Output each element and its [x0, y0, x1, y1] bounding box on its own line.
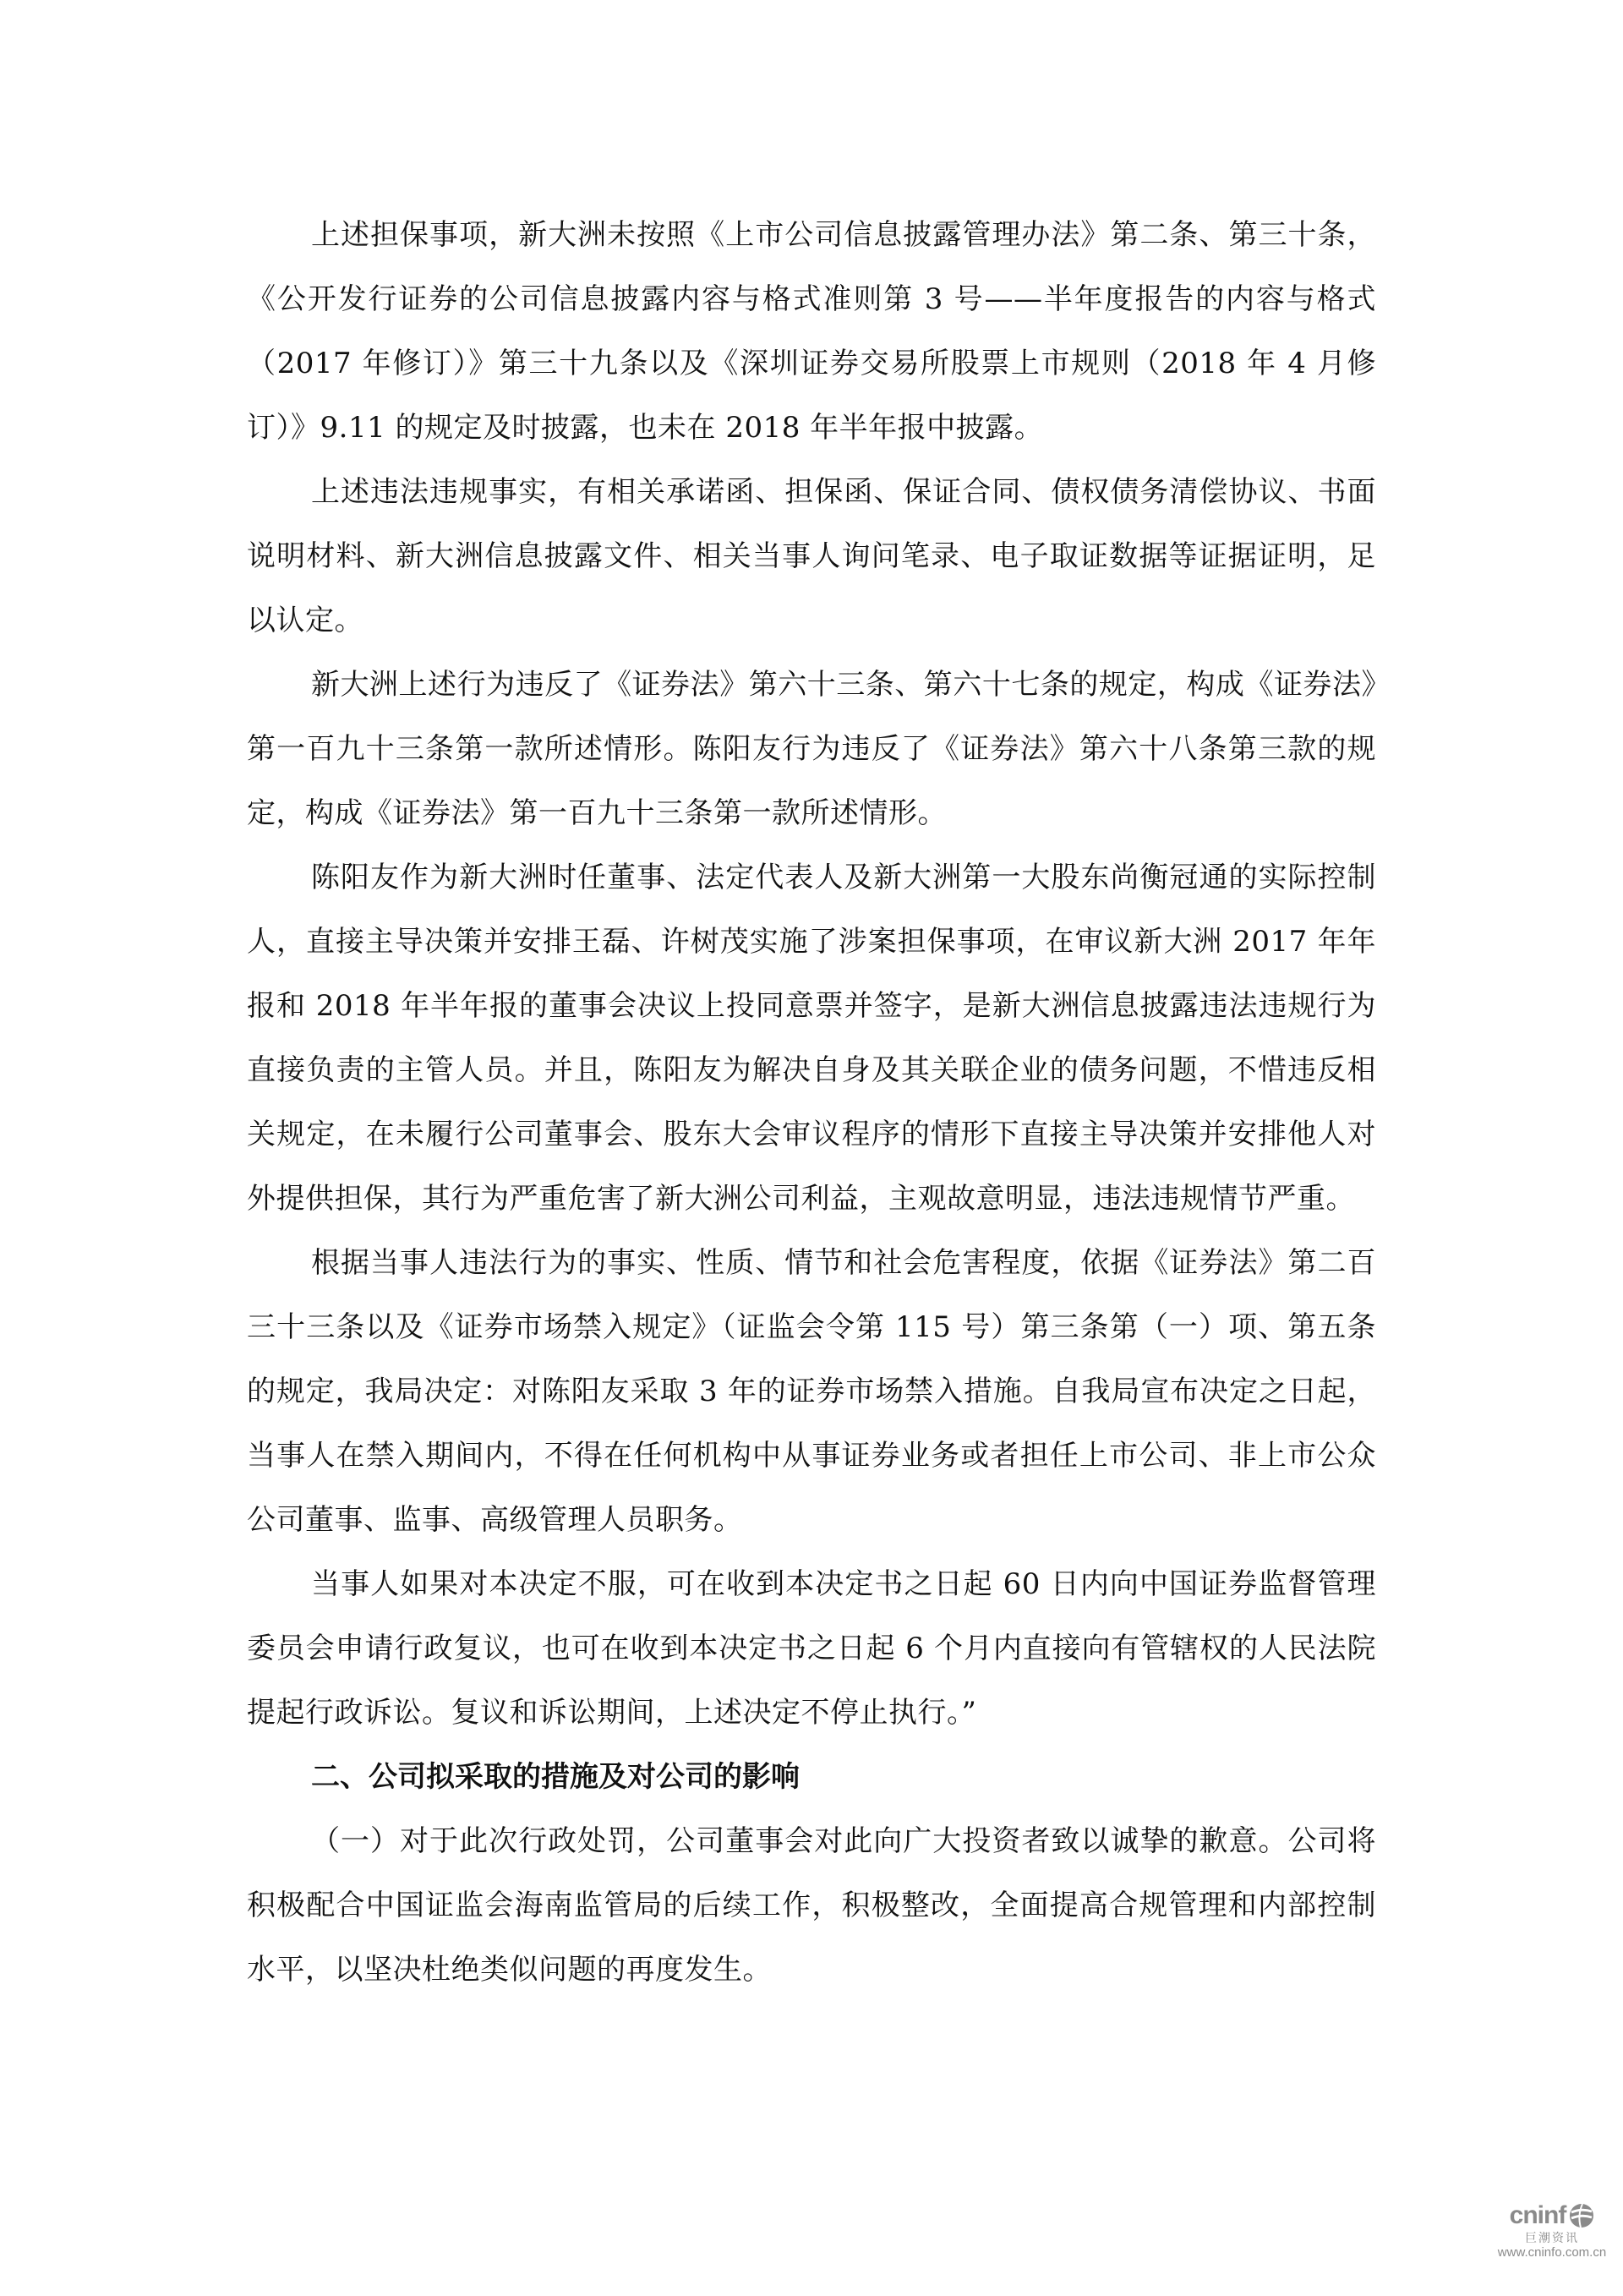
document-body — [247, 203, 1376, 2002]
paragraph-apology: （一）对于此次行政处罚，公司董事会对此向广大投资者致以诚挚的歉意。公司将积极配合中国证监会海南监管局的后续工作，积极整改，全面提高合规管理和内部控制水平，以坚决杜绝类似问题的再度发生。 — [247, 1824, 1376, 1987]
cninfo-logo-icon — [1569, 2203, 1594, 2228]
logo-main — [1481, 2203, 1623, 2228]
paragraph-appeal-rights: 当事人如果对本决定不服，可在收到本决定书之日起 60 日内向中国证券监督管理委员会申请行政复议，也可在收到本决定书之日起 6 个月内直接向有管辖权的人民法院提起行政诉讼。复议和诉讼期间，上述决定不停止执行。” — [247, 1567, 1376, 1730]
section-heading-measures: 二、公司拟采取的措施及对公司的影响 — [311, 1760, 800, 1794]
paragraph-guarantee-disclosure: 上述担保事项，新大洲未按照《上市公司信息披露管理办法》第二条、第三十条，《公开发行证券的公司信息披露内容与格式准则第 3 号——半年度报告的内容与格式（2017 年修订）》第三十九条以及《深圳证券交易所股票上市规则（2018 年 4 月修订）》9.11 的规定及时披露，也未在 2018 年半年报中披露。 — [247, 218, 1376, 445]
logo-url: www.cninfo.com.cn — [1497, 2245, 1607, 2260]
logo-chinese-name: 巨潮资讯 — [1525, 2231, 1579, 2244]
paragraph-evidence: 上述违法违规事实，有相关承诺函、担保函、保证合同、债权债务清偿协议、书面说明材料、新大洲信息披露文件、相关当事人询问笔录、电子取证数据等证据证明，足以认定。 — [247, 475, 1376, 637]
paragraph-responsibility: 陈阳友作为新大洲时任董事、法定代表人及新大洲第一大股东尚衡冠通的实际控制人，直接主导决策并安排王磊、许树茂实施了涉案担保事项，在审议新大洲 2017 年年报和 2018 年半年报的董事会决议上投同意票并签字，是新大洲信息披露违法违规行为直接负责的主管人员。并且，陈阳友为解决自身及其关联企业的债务问题，不惜违反相关规定，在未履行公司董事会、股东大会审议程序的情形下直接主导决策并安排他人对外提供担保，其行为严重危害了新大洲公司利益，主观故意明显，违法违规情节严重。 — [247, 861, 1376, 1216]
paragraph-decision: 根据当事人违法行为的事实、性质、情节和社会危害程度，依据《证券法》第二百三十三条以及《证券市场禁入规定》（证监会令第 115 号）第三条第（一）项、第五条的规定，我局决定：对陈阳友采取 3 年的证券市场禁入措施。自我局宣布决定之日起，当事人在禁入期间内，不得在任何机构中从事证券业务或者担任上市公司、非上市公众公司董事、监事、高级管理人员职务。 — [247, 1246, 1376, 1537]
cninfo-watermark — [1481, 2203, 1623, 2279]
logo-brand-text: cninf — [1509, 2201, 1566, 2229]
paragraph-violation: 新大洲上述行为违反了《证券法》第六十三条、第六十七条的规定，构成《证券法》第一百九十三条第一款所述情形。陈阳友行为违反了《证券法》第六十八条第三款的规定，构成《证券法》第一百九十三条第一款所述情形。 — [247, 668, 1376, 830]
